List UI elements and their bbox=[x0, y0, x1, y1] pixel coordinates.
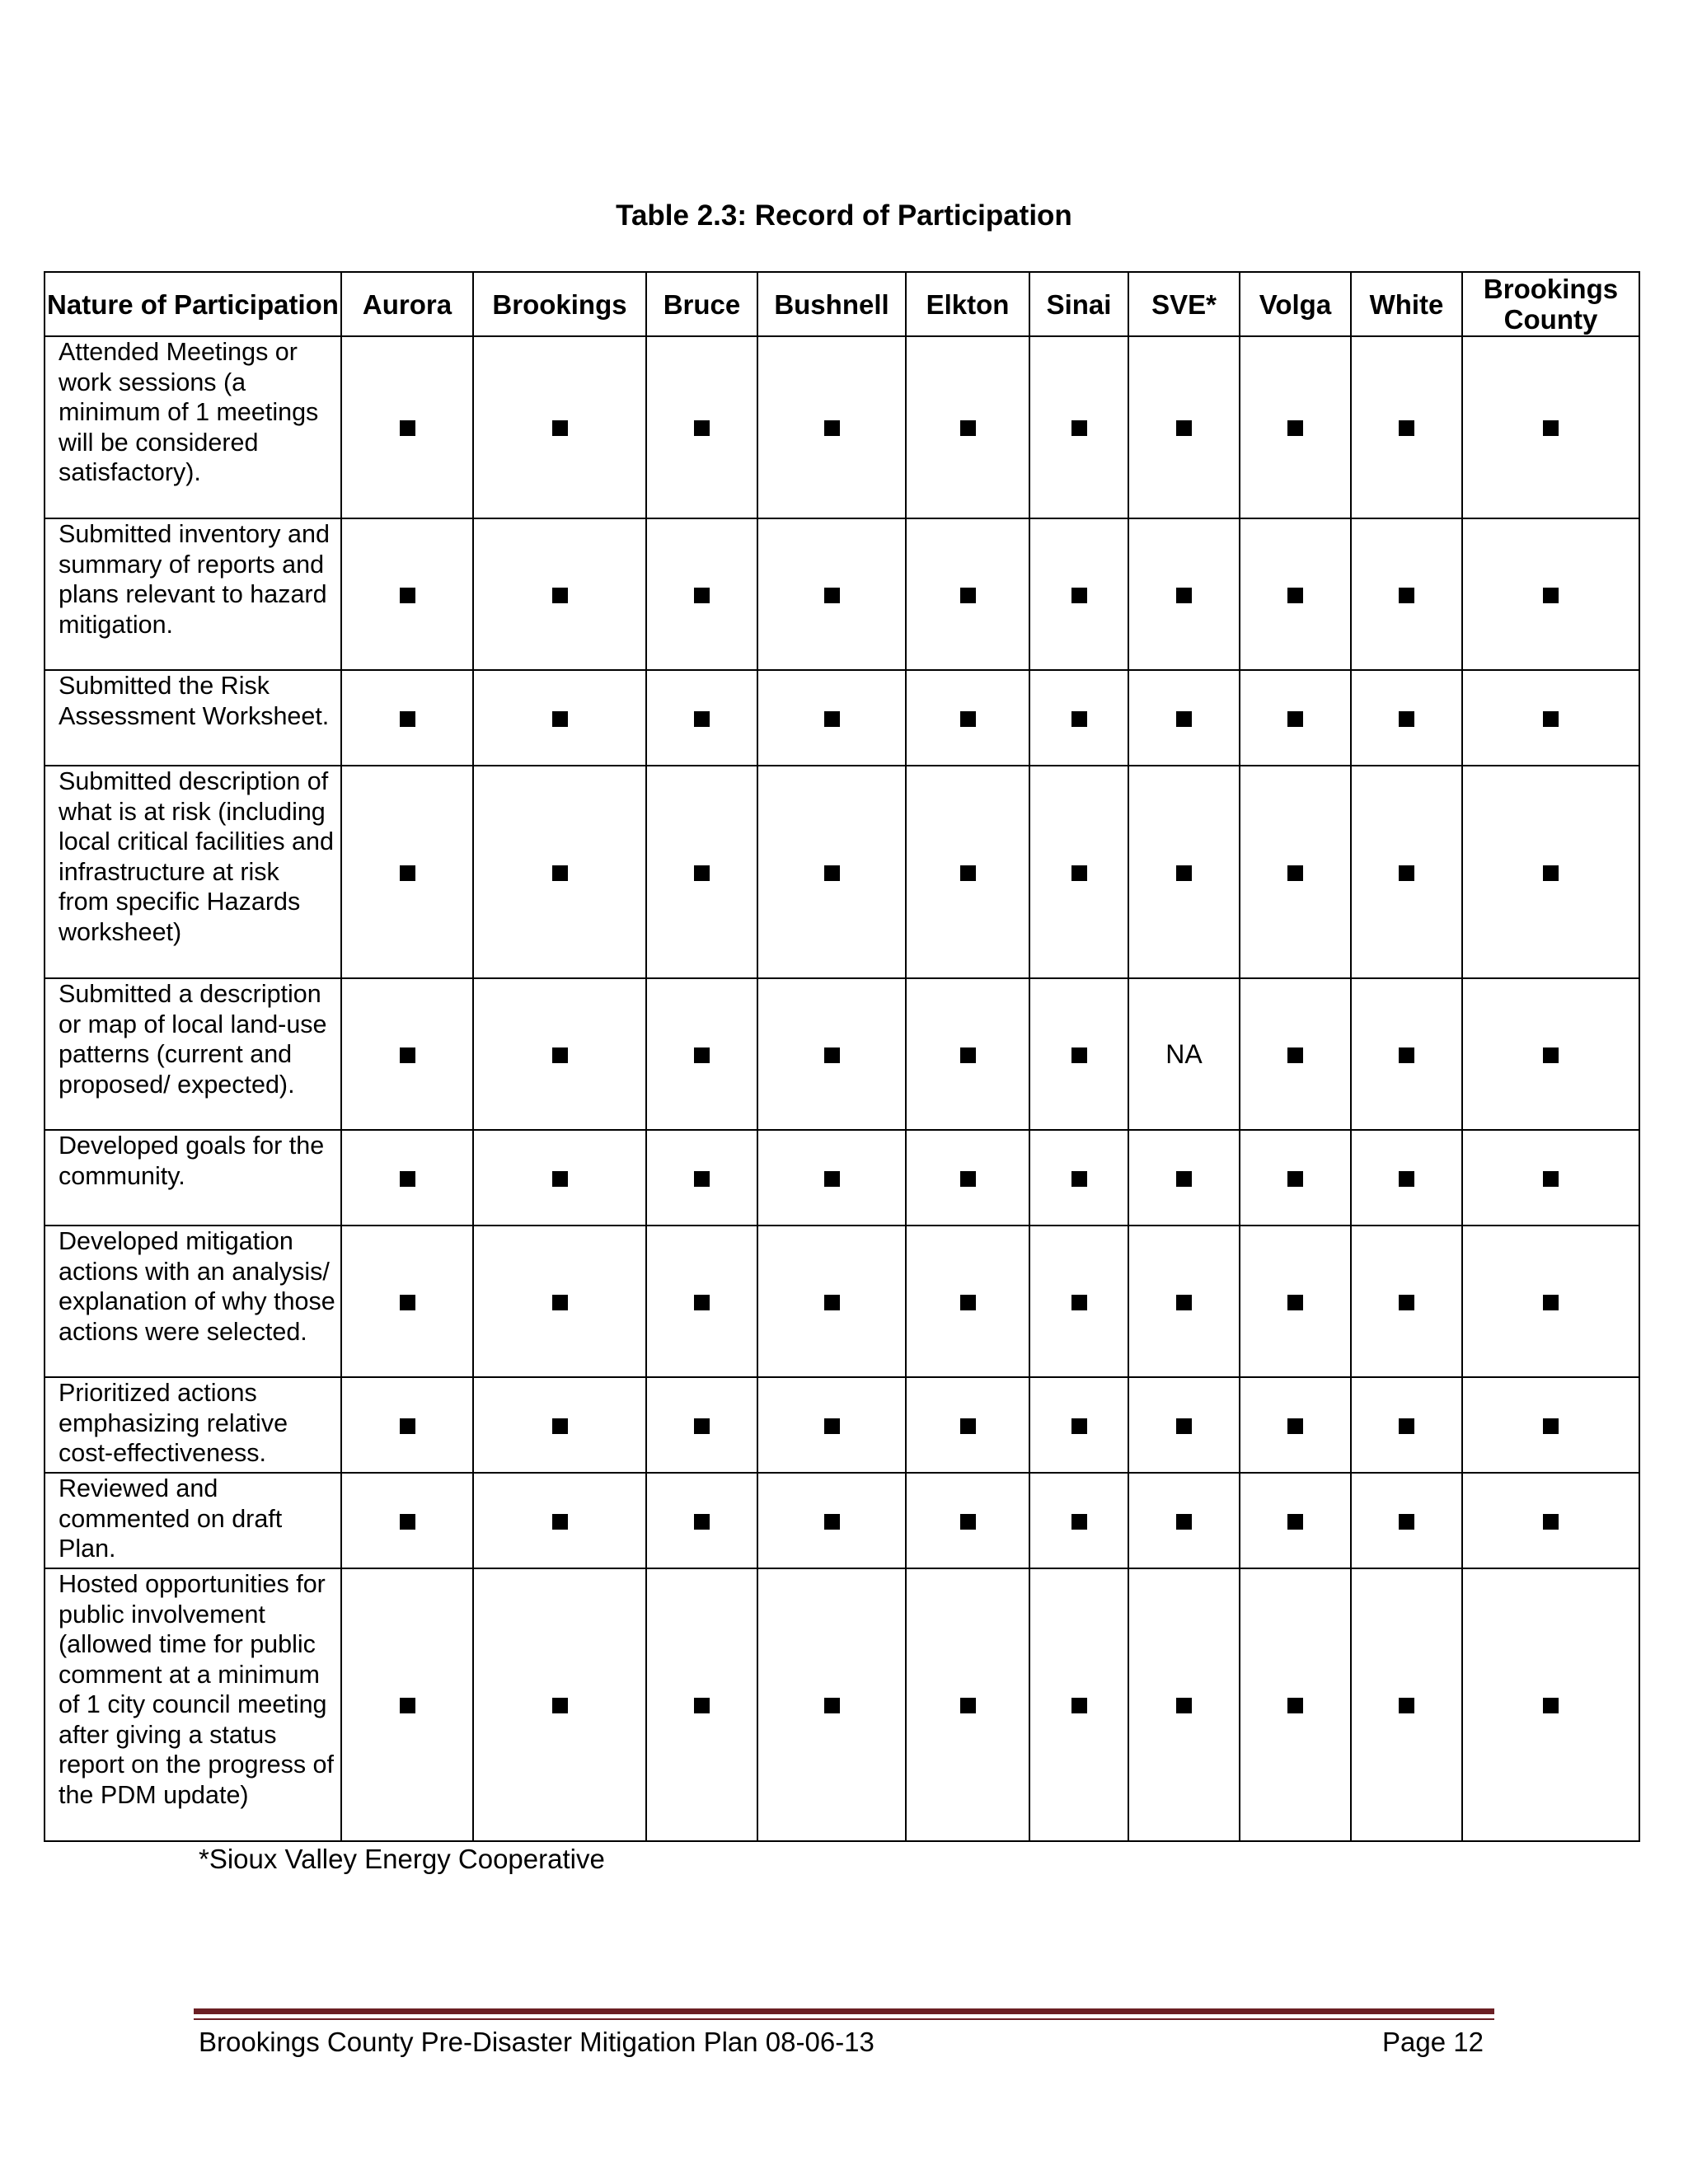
participation-mark-icon bbox=[400, 1047, 415, 1063]
participation-nature-cell: Submitted the Risk Assessment Worksheet. bbox=[45, 670, 341, 766]
participation-cell bbox=[1240, 1473, 1351, 1568]
participation-mark-icon bbox=[824, 1295, 840, 1310]
participation-mark-icon bbox=[552, 865, 568, 881]
participation-cell bbox=[1029, 518, 1128, 670]
footer-page-number: Page 12 bbox=[1382, 2027, 1484, 2057]
participation-cell bbox=[906, 518, 1029, 670]
participation-cell bbox=[757, 978, 906, 1130]
participation-value: NA bbox=[1165, 1038, 1203, 1069]
column-header: SVE* bbox=[1128, 272, 1240, 336]
participation-mark-icon bbox=[1071, 1514, 1087, 1530]
participation-cell bbox=[906, 1130, 1029, 1226]
participation-cell bbox=[646, 1130, 757, 1226]
participation-cell bbox=[1240, 1568, 1351, 1841]
participation-mark-icon bbox=[694, 1047, 710, 1063]
participation-cell bbox=[1128, 670, 1240, 766]
participation-cell bbox=[1128, 1377, 1240, 1473]
participation-cell bbox=[757, 766, 906, 978]
participation-mark-icon bbox=[1287, 1418, 1303, 1434]
participation-cell bbox=[757, 670, 906, 766]
participation-cell bbox=[1128, 1473, 1240, 1568]
participation-mark-icon bbox=[1071, 420, 1087, 436]
participation-mark-icon bbox=[960, 1295, 976, 1310]
participation-cell bbox=[1240, 1130, 1351, 1226]
participation-cell bbox=[1462, 1377, 1639, 1473]
participation-cell bbox=[1351, 1473, 1462, 1568]
participation-cell bbox=[906, 336, 1029, 518]
participation-cell bbox=[1240, 336, 1351, 518]
participation-cell bbox=[757, 1130, 906, 1226]
participation-cell bbox=[906, 978, 1029, 1130]
participation-mark-icon bbox=[1287, 1514, 1303, 1530]
participation-cell bbox=[757, 518, 906, 670]
participation-mark-icon bbox=[1071, 865, 1087, 881]
column-header: Brookings bbox=[473, 272, 646, 336]
participation-mark-icon bbox=[1543, 711, 1559, 727]
table-row bbox=[45, 1377, 1639, 1473]
participation-cell bbox=[1029, 1377, 1128, 1473]
participation-cell bbox=[757, 1473, 906, 1568]
participation-cell bbox=[1462, 1473, 1639, 1568]
participation-cell bbox=[757, 1226, 906, 1377]
participation-cell bbox=[1240, 766, 1351, 978]
participation-mark-icon bbox=[1176, 711, 1192, 727]
participation-mark-icon bbox=[824, 1047, 840, 1063]
participation-mark-icon bbox=[1287, 865, 1303, 881]
participation-mark-icon bbox=[1287, 1698, 1303, 1713]
participation-mark-icon bbox=[824, 1514, 840, 1530]
participation-mark-icon bbox=[694, 1418, 710, 1434]
footer-document-title: Brookings County Pre-Disaster Mitigation Plan 08-06-13 bbox=[199, 2027, 874, 2057]
participation-cell bbox=[473, 1226, 646, 1377]
table-row bbox=[45, 978, 1639, 1130]
participation-mark-icon bbox=[1071, 1171, 1087, 1187]
participation-cell bbox=[1462, 518, 1639, 670]
column-header: Volga bbox=[1240, 272, 1351, 336]
participation-mark-icon bbox=[1287, 1295, 1303, 1310]
participation-cell bbox=[757, 1377, 906, 1473]
participation-mark-icon bbox=[824, 1698, 840, 1713]
participation-cell bbox=[1029, 336, 1128, 518]
participation-cell bbox=[1029, 1568, 1128, 1841]
participation-mark-icon bbox=[1543, 1171, 1559, 1187]
participation-nature-cell: Hosted opportunities for public involvement (allowed time for public comment at a minimum of 1 city council meeting after giving a status report on the progress of the PDM update) bbox=[45, 1568, 341, 1841]
participation-mark-icon bbox=[1399, 1514, 1414, 1530]
participation-mark-icon bbox=[694, 420, 710, 436]
table-row bbox=[45, 670, 1639, 766]
participation-cell bbox=[1029, 766, 1128, 978]
participation-mark-icon bbox=[824, 420, 840, 436]
participation-mark-icon bbox=[400, 1418, 415, 1434]
participation-cell bbox=[1462, 978, 1639, 1130]
participation-mark-icon bbox=[1543, 1295, 1559, 1310]
participation-cell bbox=[1462, 1130, 1639, 1226]
participation-mark-icon bbox=[552, 1171, 568, 1187]
participation-cell bbox=[906, 1473, 1029, 1568]
participation-cell bbox=[646, 766, 757, 978]
participation-mark-icon bbox=[1543, 588, 1559, 603]
column-header: Nature of Participation bbox=[45, 272, 341, 336]
table-row bbox=[45, 1130, 1639, 1226]
participation-cell bbox=[1462, 670, 1639, 766]
participation-cell bbox=[1029, 670, 1128, 766]
participation-cell bbox=[1351, 336, 1462, 518]
participation-mark-icon bbox=[1543, 1698, 1559, 1713]
participation-mark-icon bbox=[694, 1514, 710, 1530]
footer-rule bbox=[194, 2008, 1494, 2014]
participation-mark-icon bbox=[1176, 1698, 1192, 1713]
participation-cell bbox=[341, 978, 473, 1130]
column-header: Elkton bbox=[906, 272, 1029, 336]
participation-cell bbox=[1240, 518, 1351, 670]
participation-cell bbox=[473, 670, 646, 766]
footer-rule-thin bbox=[194, 2018, 1494, 2020]
header-row bbox=[45, 272, 1639, 336]
participation-cell bbox=[341, 1568, 473, 1841]
column-header: White bbox=[1351, 272, 1462, 336]
participation-mark-icon bbox=[824, 711, 840, 727]
participation-cell bbox=[1351, 766, 1462, 978]
participation-cell bbox=[906, 1568, 1029, 1841]
participation-mark-icon bbox=[400, 1171, 415, 1187]
participation-mark-icon bbox=[960, 711, 976, 727]
participation-nature-cell: Submitted description of what is at risk (including local critical facilities and infrastructure at risk from specific Hazards worksheet) bbox=[45, 766, 341, 978]
participation-mark-icon bbox=[1176, 1295, 1192, 1310]
participation-cell bbox=[1462, 1226, 1639, 1377]
column-header: Brookings County bbox=[1462, 272, 1639, 336]
column-header: Bruce bbox=[646, 272, 757, 336]
participation-mark-icon bbox=[1399, 865, 1414, 881]
column-header: Aurora bbox=[341, 272, 473, 336]
participation-mark-icon bbox=[694, 711, 710, 727]
participation-mark-icon bbox=[960, 865, 976, 881]
participation-mark-icon bbox=[824, 1418, 840, 1434]
participation-mark-icon bbox=[1071, 1418, 1087, 1434]
participation-cell bbox=[1128, 1568, 1240, 1841]
table-row bbox=[45, 1226, 1639, 1377]
participation-cell bbox=[646, 1568, 757, 1841]
participation-mark-icon bbox=[1399, 1418, 1414, 1434]
participation-mark-icon bbox=[552, 420, 568, 436]
participation-cell bbox=[757, 1568, 906, 1841]
participation-mark-icon bbox=[1071, 711, 1087, 727]
participation-cell bbox=[473, 1473, 646, 1568]
participation-mark-icon bbox=[1399, 1171, 1414, 1187]
participation-nature-cell: Reviewed and commented on draft Plan. bbox=[45, 1473, 341, 1568]
participation-mark-icon bbox=[1543, 1047, 1559, 1063]
participation-mark-icon bbox=[552, 1514, 568, 1530]
participation-cell bbox=[646, 1377, 757, 1473]
participation-cell bbox=[906, 1226, 1029, 1377]
footnote: *Sioux Valley Energy Cooperative bbox=[199, 1844, 605, 1874]
participation-cell bbox=[341, 1226, 473, 1377]
participation-cell bbox=[906, 766, 1029, 978]
table-row bbox=[45, 1568, 1639, 1841]
participation-mark-icon bbox=[694, 1171, 710, 1187]
participation-cell bbox=[1128, 1226, 1240, 1377]
participation-mark-icon bbox=[960, 1171, 976, 1187]
participation-cell bbox=[1029, 978, 1128, 1130]
participation-mark-icon bbox=[1287, 588, 1303, 603]
participation-cell bbox=[1351, 1377, 1462, 1473]
participation-cell bbox=[906, 1377, 1029, 1473]
participation-mark-icon bbox=[1543, 1418, 1559, 1434]
table-row bbox=[45, 766, 1639, 978]
participation-mark-icon bbox=[400, 1295, 415, 1310]
participation-cell bbox=[1462, 766, 1639, 978]
participation-cell bbox=[646, 670, 757, 766]
participation-cell bbox=[1240, 670, 1351, 766]
participation-mark-icon bbox=[960, 588, 976, 603]
participation-cell bbox=[1351, 978, 1462, 1130]
participation-mark-icon bbox=[1543, 865, 1559, 881]
participation-cell bbox=[473, 766, 646, 978]
participation-cell bbox=[341, 1377, 473, 1473]
column-header: Bushnell bbox=[757, 272, 906, 336]
participation-mark-icon bbox=[1287, 1047, 1303, 1063]
participation-mark-icon bbox=[694, 1295, 710, 1310]
participation-cell bbox=[1128, 978, 1240, 1130]
participation-cell bbox=[473, 1568, 646, 1841]
participation-mark-icon bbox=[552, 1047, 568, 1063]
participation-cell bbox=[1029, 1473, 1128, 1568]
participation-cell bbox=[1029, 1226, 1128, 1377]
participation-mark-icon bbox=[1287, 711, 1303, 727]
table-row bbox=[45, 518, 1639, 670]
participation-mark-icon bbox=[1176, 1171, 1192, 1187]
participation-mark-icon bbox=[960, 420, 976, 436]
participation-mark-icon bbox=[1071, 588, 1087, 603]
participation-mark-icon bbox=[1399, 420, 1414, 436]
participation-cell bbox=[646, 978, 757, 1130]
participation-cell bbox=[1128, 518, 1240, 670]
table-title: Table 2.3: Record of Participation bbox=[616, 199, 1072, 232]
participation-mark-icon bbox=[960, 1047, 976, 1063]
participation-cell bbox=[906, 670, 1029, 766]
participation-cell bbox=[473, 978, 646, 1130]
participation-cell bbox=[1351, 1130, 1462, 1226]
participation-mark-icon bbox=[552, 1698, 568, 1713]
participation-cell bbox=[473, 518, 646, 670]
participation-cell bbox=[341, 1130, 473, 1226]
participation-mark-icon bbox=[1543, 1514, 1559, 1530]
participation-nature-cell: Submitted inventory and summary of reports and plans relevant to hazard mitigation. bbox=[45, 518, 341, 670]
participation-mark-icon bbox=[400, 1514, 415, 1530]
participation-nature-cell: Submitted a description or map of local land-use patterns (current and proposed/ expected). bbox=[45, 978, 341, 1130]
participation-cell bbox=[1240, 1377, 1351, 1473]
participation-nature-cell: Developed goals for the community. bbox=[45, 1130, 341, 1226]
participation-mark-icon bbox=[1399, 711, 1414, 727]
participation-cell bbox=[341, 336, 473, 518]
participation-mark-icon bbox=[552, 711, 568, 727]
participation-nature-cell: Attended Meetings or work sessions (a minimum of 1 meetings will be considered satisfactory). bbox=[45, 336, 341, 518]
participation-mark-icon bbox=[552, 1418, 568, 1434]
participation-cell bbox=[646, 518, 757, 670]
participation-mark-icon bbox=[960, 1514, 976, 1530]
participation-mark-icon bbox=[400, 865, 415, 881]
participation-nature-cell: Developed mitigation actions with an analysis/ explanation of why those actions were selected. bbox=[45, 1226, 341, 1377]
participation-cell bbox=[1240, 1226, 1351, 1377]
participation-mark-icon bbox=[1176, 865, 1192, 881]
participation-mark-icon bbox=[1543, 420, 1559, 436]
participation-mark-icon bbox=[1399, 1047, 1414, 1063]
participation-cell bbox=[473, 336, 646, 518]
participation-cell bbox=[646, 1473, 757, 1568]
participation-cell bbox=[646, 336, 757, 518]
participation-mark-icon bbox=[1399, 1698, 1414, 1713]
participation-cell bbox=[341, 518, 473, 670]
participation-mark-icon bbox=[552, 588, 568, 603]
participation-mark-icon bbox=[552, 1295, 568, 1310]
participation-mark-icon bbox=[1176, 420, 1192, 436]
participation-cell bbox=[1351, 1226, 1462, 1377]
participation-mark-icon bbox=[1071, 1698, 1087, 1713]
column-header: Sinai bbox=[1029, 272, 1128, 336]
participation-mark-icon bbox=[694, 1698, 710, 1713]
participation-mark-icon bbox=[824, 588, 840, 603]
participation-mark-icon bbox=[694, 865, 710, 881]
participation-nature-cell: Prioritized actions emphasizing relative cost-effectiveness. bbox=[45, 1377, 341, 1473]
participation-mark-icon bbox=[400, 420, 415, 436]
participation-cell bbox=[1462, 336, 1639, 518]
participation-mark-icon bbox=[1176, 1514, 1192, 1530]
participation-mark-icon bbox=[1071, 1295, 1087, 1310]
participation-mark-icon bbox=[1399, 1295, 1414, 1310]
participation-mark-icon bbox=[1399, 588, 1414, 603]
participation-mark-icon bbox=[1287, 1171, 1303, 1187]
participation-cell bbox=[1462, 1568, 1639, 1841]
participation-cell bbox=[1029, 1130, 1128, 1226]
table-row bbox=[45, 1473, 1639, 1568]
table-row bbox=[45, 336, 1639, 518]
participation-cell bbox=[341, 1473, 473, 1568]
participation-mark-icon bbox=[400, 1698, 415, 1713]
participation-cell bbox=[1240, 978, 1351, 1130]
participation-mark-icon bbox=[824, 865, 840, 881]
participation-mark-icon bbox=[400, 588, 415, 603]
participation-cell bbox=[1128, 766, 1240, 978]
participation-cell bbox=[1128, 336, 1240, 518]
participation-cell bbox=[757, 336, 906, 518]
participation-mark-icon bbox=[1176, 1418, 1192, 1434]
participation-mark-icon bbox=[1176, 588, 1192, 603]
participation-table bbox=[44, 271, 1640, 1842]
participation-cell bbox=[646, 1226, 757, 1377]
participation-mark-icon bbox=[960, 1698, 976, 1713]
participation-cell bbox=[1351, 670, 1462, 766]
participation-mark-icon bbox=[824, 1171, 840, 1187]
participation-mark-icon bbox=[694, 588, 710, 603]
participation-mark-icon bbox=[960, 1418, 976, 1434]
participation-cell bbox=[1351, 1568, 1462, 1841]
participation-mark-icon bbox=[1071, 1047, 1087, 1063]
participation-cell bbox=[1351, 518, 1462, 670]
participation-cell bbox=[473, 1377, 646, 1473]
participation-cell bbox=[1128, 1130, 1240, 1226]
participation-cell bbox=[341, 670, 473, 766]
participation-cell bbox=[341, 766, 473, 978]
participation-cell bbox=[473, 1130, 646, 1226]
participation-mark-icon bbox=[400, 711, 415, 727]
participation-mark-icon bbox=[1287, 420, 1303, 436]
